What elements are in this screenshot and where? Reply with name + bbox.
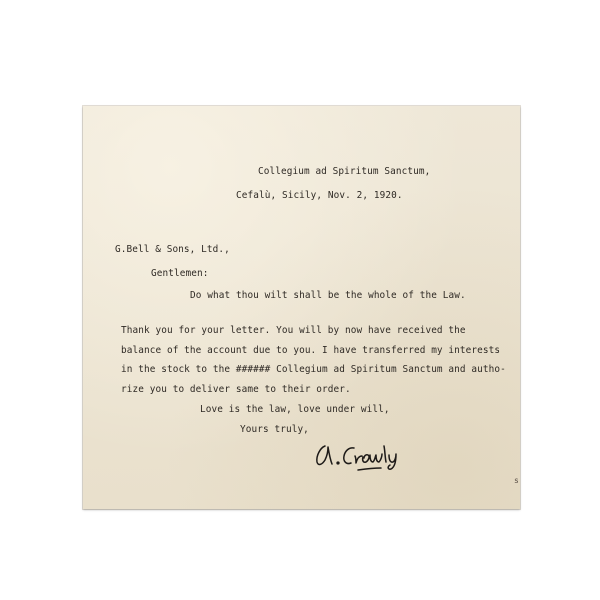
address-line-2: Cefalù, Sicily, Nov. 2, 1920. xyxy=(236,190,403,201)
salutation-line: Gentlemen: xyxy=(151,268,209,279)
body-line: Thank you for your letter. You will by now have received the xyxy=(121,325,466,336)
address-line-1: Collegium ad Spiritum Sanctum, xyxy=(258,166,431,177)
recipient-line: G.Bell & Sons, Ltd., xyxy=(115,244,230,255)
closing-line-2: Yours truly, xyxy=(240,424,309,435)
edge-annotation: s xyxy=(514,476,519,485)
body-line: in the stock to the ###### Collegium ad Spiritum Sanctum and autho- xyxy=(121,364,506,375)
body-line: rize you to deliver same to their order. xyxy=(121,384,351,395)
closing-line-1: Love is the law, love under will, xyxy=(200,404,390,415)
signature-mark xyxy=(313,439,413,473)
handwritten-signature xyxy=(313,439,413,478)
greeting-line: Do what thou wilt shall be the whole of the Law. xyxy=(190,290,466,301)
body-line: balance of the account due to you. I have transferred my interests xyxy=(121,345,501,356)
letter-paper xyxy=(83,106,520,509)
